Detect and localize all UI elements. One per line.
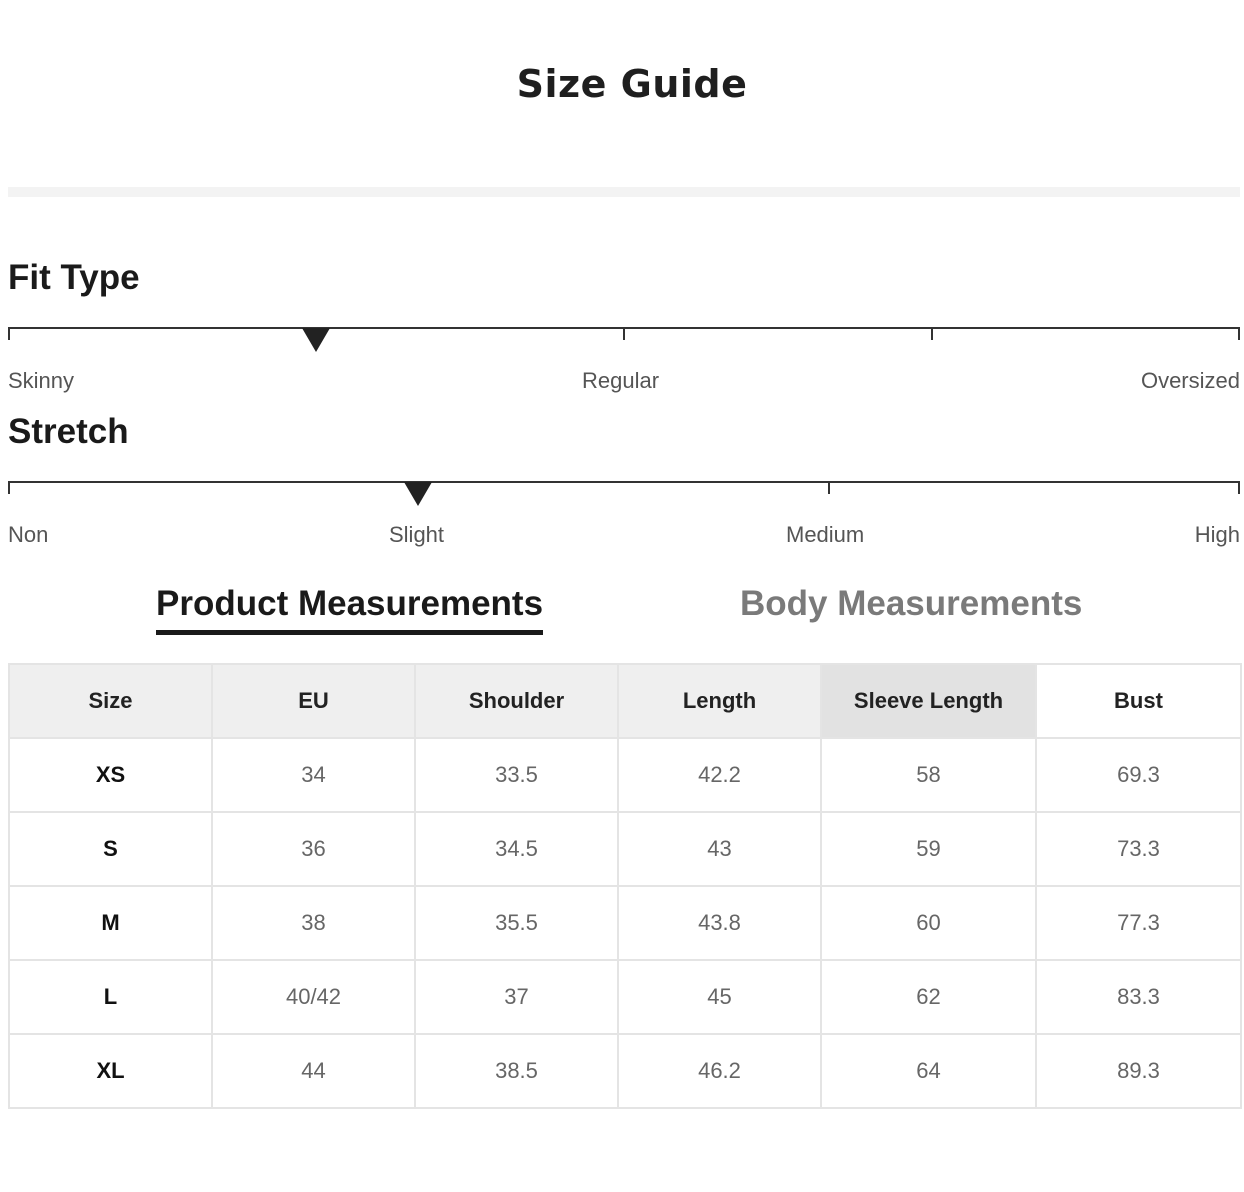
fit-type-label-skinny: Skinny (8, 368, 75, 393)
shoulder-cell: 35.5 (415, 886, 618, 960)
size-table (8, 663, 1242, 1109)
size-cell: XS (9, 738, 212, 812)
header-size: Size (9, 664, 212, 738)
title-divider (8, 187, 1240, 197)
fit-type-tick-1 (623, 327, 625, 340)
eu-cell: 44 (212, 1034, 415, 1108)
bust-cell: 69.3 (1036, 738, 1241, 812)
sleeve-length-cell: 64 (821, 1034, 1036, 1108)
stretch-tick-medium (828, 481, 830, 494)
bust-cell: 83.3 (1036, 960, 1241, 1034)
eu-cell: 34 (212, 738, 415, 812)
header-eu: EU (212, 664, 415, 738)
eu-cell: 36 (212, 812, 415, 886)
fit-type-tick-end (1238, 327, 1240, 340)
length-cell: 42.2 (618, 738, 821, 812)
shoulder-cell: 38.5 (415, 1034, 618, 1108)
header-shoulder: Shoulder (415, 664, 618, 738)
fit-type-marker-icon (302, 328, 330, 352)
size-cell: S (9, 812, 212, 886)
fit-type-tick-start (8, 327, 10, 340)
length-cell: 46.2 (618, 1034, 821, 1108)
tab-product-measurements[interactable]: Product Measurements (156, 584, 543, 635)
table-row (9, 1034, 1241, 1108)
bust-cell: 89.3 (1036, 1034, 1241, 1108)
fit-type-scale (8, 327, 1240, 367)
stretch-title: Stretch (8, 412, 129, 451)
eu-cell: 38 (212, 886, 415, 960)
size-cell: XL (9, 1034, 212, 1108)
shoulder-cell: 34.5 (415, 812, 618, 886)
table-row (9, 886, 1241, 960)
length-cell: 43 (618, 812, 821, 886)
stretch-label-slight: Slight (389, 522, 445, 547)
bust-cell: 73.3 (1036, 812, 1241, 886)
page-title: Size Guide (516, 62, 748, 106)
size-cell: M (9, 886, 212, 960)
length-cell: 43.8 (618, 886, 821, 960)
table-header-row (9, 664, 1241, 738)
table-row (9, 960, 1241, 1034)
table-row (9, 738, 1241, 812)
stretch-label-non: Non (8, 522, 49, 547)
bust-cell: 77.3 (1036, 886, 1241, 960)
stretch-label-high: High (1194, 522, 1240, 547)
sleeve-length-cell: 60 (821, 886, 1036, 960)
shoulder-cell: 37 (415, 960, 618, 1034)
tab-body-measurements[interactable]: Body Measurements (740, 584, 1083, 623)
stretch-label-medium: Medium (786, 522, 865, 547)
sleeve-length-cell: 58 (821, 738, 1036, 812)
stretch-tick-end (1238, 481, 1240, 494)
header-bust: Bust (1036, 664, 1241, 738)
stretch-scale-line (8, 481, 1240, 483)
fit-type-label-regular: Regular (582, 368, 660, 393)
header-sleeve-length: Sleeve Length (821, 664, 1036, 738)
fit-type-tick-2 (931, 327, 933, 340)
stretch-marker-icon (404, 482, 432, 506)
table-row (9, 812, 1241, 886)
sleeve-length-cell: 59 (821, 812, 1036, 886)
fit-type-title: Fit Type (8, 258, 140, 297)
sleeve-length-cell: 62 (821, 960, 1036, 1034)
shoulder-cell: 33.5 (415, 738, 618, 812)
length-cell: 45 (618, 960, 821, 1034)
eu-cell: 40/42 (212, 960, 415, 1034)
stretch-scale (8, 481, 1240, 521)
header-length: Length (618, 664, 821, 738)
fit-type-label-oversized: Oversized (1140, 368, 1240, 393)
size-cell: L (9, 960, 212, 1034)
stretch-tick-start (8, 481, 10, 494)
